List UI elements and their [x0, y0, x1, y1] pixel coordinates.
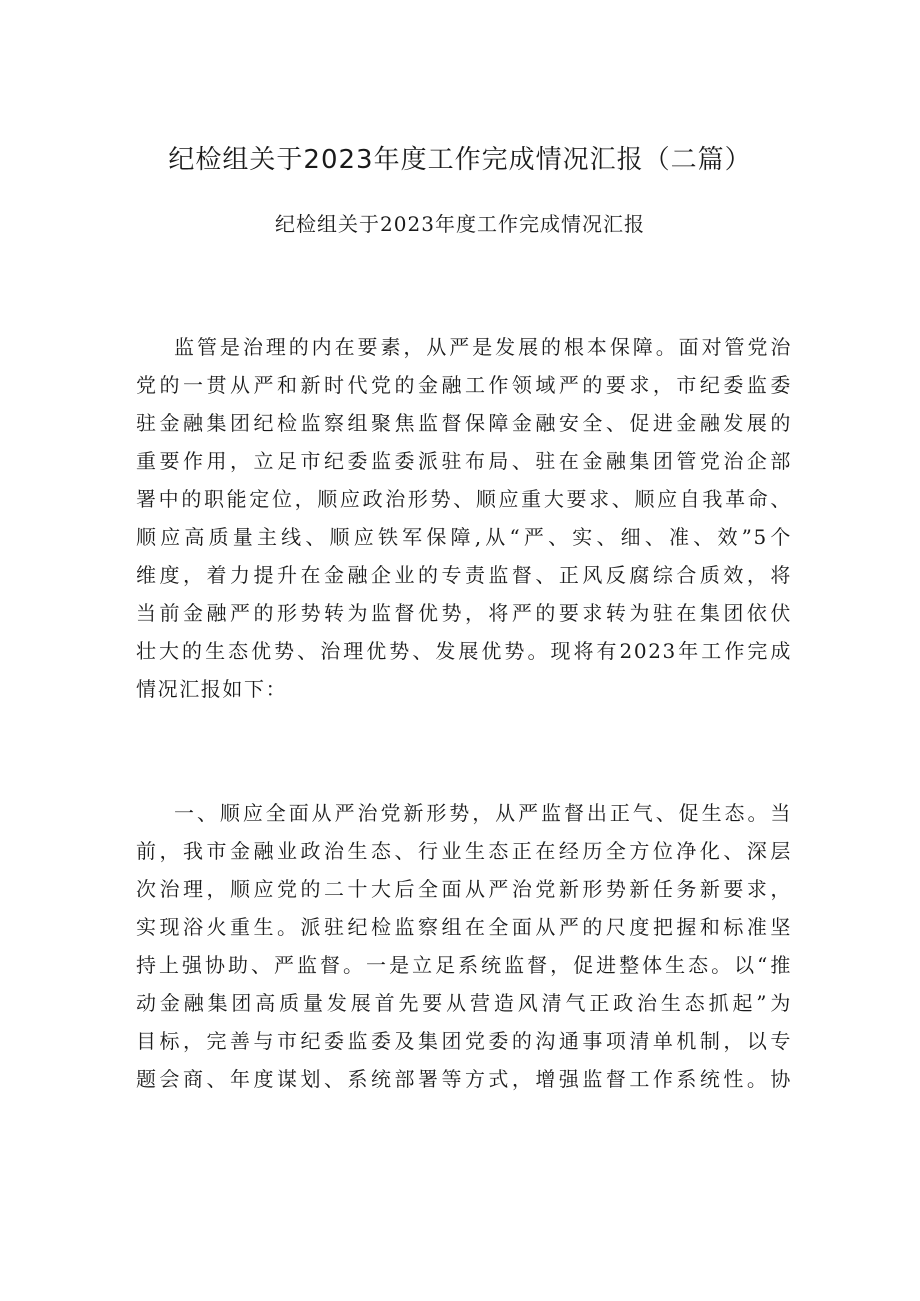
paragraph-line: 情况汇报如下： — [136, 677, 288, 701]
paragraph-line: 署中的职能定位，顺应政治形势、顺应重大要求、顺应自我革命、 — [136, 487, 792, 511]
paragraph-line: 目标，完善与市纪委监委及集团党委的沟通事项清单机制，以专 — [136, 1029, 792, 1053]
paragraph-line: 一、顺应全面从严治党新形势，从严监督出正气、促生态。当 — [174, 801, 792, 825]
paragraph-line: 监管是治理的内在要素，从严是发展的根本保障。面对管党治 — [174, 335, 792, 359]
paragraph-line: 党的一贯从严和新时代党的金融工作领域严的要求，市纪委监委 — [136, 373, 792, 397]
paragraph-line: 持上强协助、严监督。一是立足系统监督，促进整体生态。以“推 — [136, 953, 792, 977]
paragraph-2 — [136, 794, 792, 1098]
paragraph-line: 前，我市金融业政治生态、行业生态正在经历全方位净化、深层 — [136, 839, 792, 863]
paragraph-line: 题会商、年度谋划、系统部署等方式，增强监督工作系统性。协 — [136, 1067, 792, 1091]
paragraph-line: 实现浴火重生。派驻纪检监察组在全面从严的尺度把握和标准坚 — [136, 915, 792, 939]
paragraph-line: 当前金融严的形势转为监督优势，将严的要求转为驻在集团依伏 — [136, 601, 792, 625]
paragraph-line: 次治理，顺应党的二十大后全面从严治党新形势新任务新要求， — [136, 877, 792, 901]
paragraph-line: 重要作用，立足市纪委监委派驻布局、驻在金融集团管党治企部 — [136, 449, 792, 473]
paragraph-1 — [136, 328, 792, 708]
paragraph-line: 顺应高质量主线、顺应铁军保障,从“严、实、细、准、效”5个 — [136, 525, 792, 549]
paragraph-line: 动金融集团高质量发展首先要从营造风清气正政治生态抓起”为 — [136, 991, 792, 1015]
paragraph-line: 驻金融集团纪检监察组聚焦监督保障金融安全、促进金融发展的 — [136, 411, 792, 435]
paragraph-line: 维度，着力提升在金融企业的专责监督、正风反腐综合质效，将 — [136, 563, 792, 587]
document-subtitle: 纪检组关于2023年度工作完成情况汇报 — [275, 212, 645, 236]
paragraph-line: 壮大的生态优势、治理优势、发展优势。现将有2023年工作完成 — [136, 639, 792, 663]
document-title: 纪检组关于2023年度工作完成情况汇报（二篇） — [168, 145, 752, 175]
